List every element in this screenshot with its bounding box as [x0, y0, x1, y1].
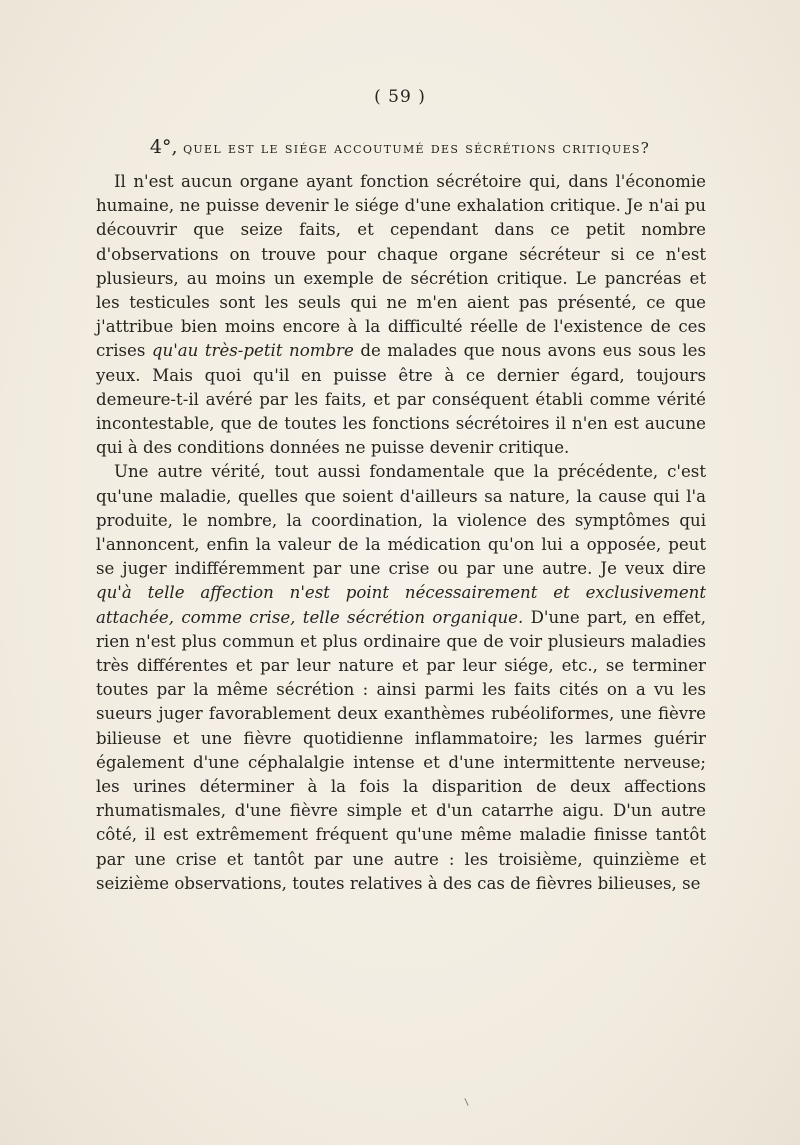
paragraph — [96, 460, 706, 896]
section-title: quel est le siége accoutumé des sécrétions critiques? — [183, 139, 651, 157]
paragraph — [96, 170, 706, 460]
section-heading — [0, 136, 800, 158]
paragraph-text: Une autre vérité, tout aussi fondamentale que la précédente, c'est qu'une maladie, quelles que soient d'ailleurs sa nature, la cause qui l'a produite, le nombre, la coordination, la violence des symptômes qui l'annoncent, enfin la valeur de la médication qu'on lui a opposée, peut se juger indifféremment par une crise ou par une autre. Je veux dire — [96, 462, 706, 579]
paragraph-text: D'une part, en effet, rien n'est plus commun et plus ordinaire que de voir plusieurs maladies très différentes et par leur nature et par leur siége, etc., se terminer toutes par la même sécrétion : ainsi parmi les faits cités on a vu les sueurs juger favorablement deux exanthèmes rubéoliformes, une fièvre bilieuse et une fièvre quotidienne inflammatoire; les larmes guérir également d'une céphalalgie intense et d'une intermittente nerveuse; les urines déterminer à la fois la disparition de deux affections rhumatismales, d'une fièvre simple et d'un catarrhe aigu. D'un autre côté, il est extrêmement fréquent qu'une même maladie finisse tantôt par une crise et tantôt par une autre : les troisième, quinzième et seizième observations, toutes relatives à des cas de fièvres bilieuses, se — [96, 607, 707, 893]
page-number: ( 59 ) — [374, 87, 426, 107]
body-text — [96, 170, 706, 896]
section-number: 4°, — [149, 136, 178, 158]
paragraph-text: de malades que nous avons eus sous les yeux. Mais quoi qu'il en puisse être à ce dernier égard, toujours demeure-t-il avéré par les faits, et par conséquent établi comme vérité incontestable, que de toutes les fonctions sécrétoires il n'en est aucune qui à des conditions données ne puisse devenir critique. — [96, 341, 706, 458]
italic-phrase: qu'au très-petit nombre — [151, 341, 354, 361]
paragraph-text: Il n'est aucun organe ayant fonction sécrétoire qui, dans l'économie humaine, ne puisse devenir le siége d'une exhalation critique. Je n'ai pu découvrir que seize faits, et cependant dans ce petit nombre d'observations on trouve pour chaque organe sécréteur si ce n'est plusieurs, au moins un exemple de sécrétion critique. Le pancréas et les testicules sont les seuls qui ne m'en aient pas présenté, ce que j'attribue bien moins encore à la difficulté réelle de l'existence de ces crises — [96, 172, 706, 361]
paper-mark — [464, 1098, 468, 1106]
italic-phrase: qu'à telle affection n'est point nécessairement et exclusivement attachée, comme crise, telle sécrétion organique. — [96, 583, 706, 627]
